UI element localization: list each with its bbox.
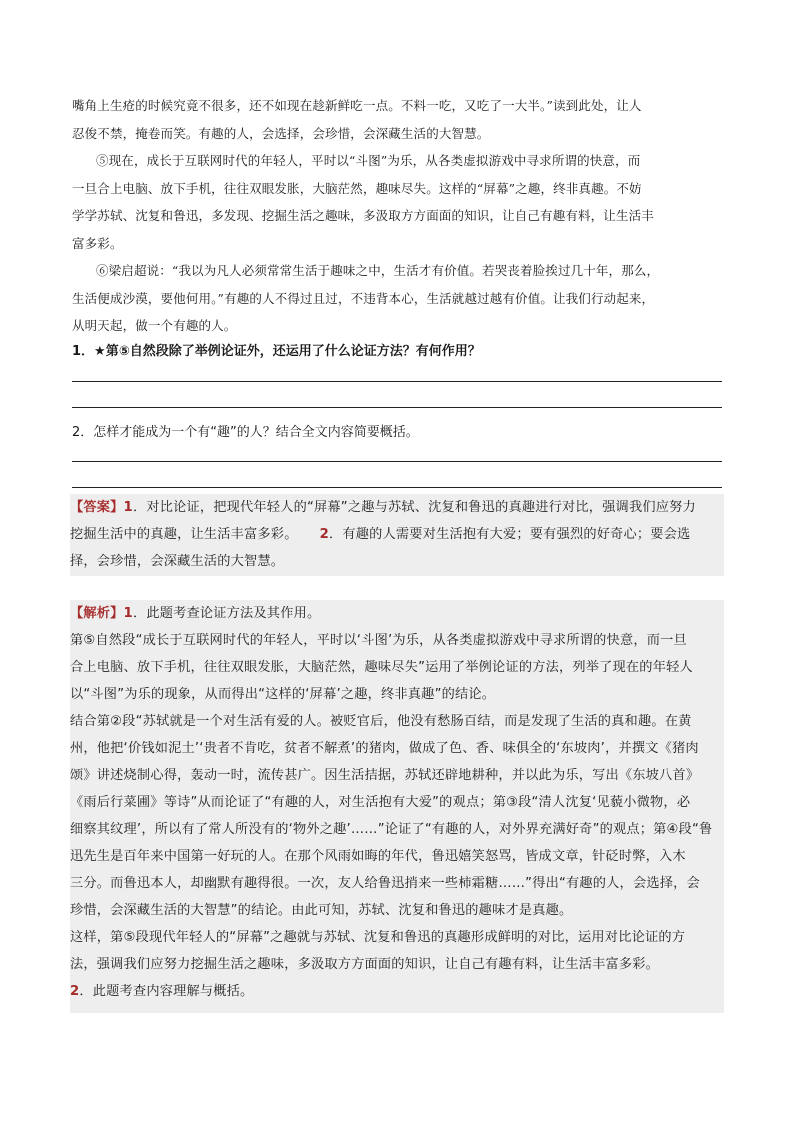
answer-block xyxy=(70,494,724,576)
answer-number: 2 xyxy=(319,527,329,542)
answer-line xyxy=(72,487,722,488)
passage-line: 一旦合上电脑、放下手机，往往双眼发胀，大脑茫然，趣味尽失。这样的“屏幕”之趣，终非真趣。不妨 xyxy=(72,180,642,196)
passage-line: 嘴角上生疮的时候究竟不很多，还不如现在趁新鲜吃一点。不料一吃，又吃了一大半。”读到此处，让人 xyxy=(72,98,642,113)
explanation-line: 法，强调我们应努力挖掘生活之趣味，多汲取方方面面的知识，让自己有趣有料，让生活丰富多彩。 xyxy=(70,957,660,972)
passage-line: ⑥梁启超说：“我以为凡人必须常常生活于趣味之中，生活才有价值。若哭丧着脸挨过几十年，那么， xyxy=(96,263,660,278)
explanation-line: 州，他把‘价钱如泥土’‘贵者不肯吃，贫者不解煮’的猪肉，做成了色、香、味俱全的‘东坡肉’，并撰文《猪肉 xyxy=(70,741,699,756)
answer-line xyxy=(72,407,722,408)
passage-text xyxy=(72,92,724,340)
explanation-line: 以“斗图”为乐的现象，从而得出“这样的‘屏幕’之趣，终非真趣”的结论。 xyxy=(70,687,496,702)
explanation-line: 三分。而鲁迅本人，却幽默有趣得很。一次，友人给鲁迅捎来一些柿霜糖……”得出“有趣的人，会选择，会 xyxy=(70,876,700,891)
question-1: 1．★第⑤自然段除了举例论证外，还运用了什么论证方法？有何作用？ xyxy=(72,344,481,359)
answer-text: 择，会珍惜，会深藏生活的大智慧。 xyxy=(70,554,285,569)
answer-text: ．对比论证，把现代年轻人的“屏幕”之趣与苏轼、沈复和鲁迅的真趣进行对比，强调我们应努力 xyxy=(132,500,696,515)
passage-line: 从明天起，做一个有趣的人。 xyxy=(72,318,237,333)
explanation-text: ．此题考查论证方法及其作用。 xyxy=(132,606,321,621)
explanation-line: 迅先生是百年来中国第一好玩的人。在那个风雨如晦的年代，鲁迅嬉笑怒骂，皆成文章，针砭时弊，入木 xyxy=(70,849,686,864)
answer-line xyxy=(72,381,722,382)
explanation-line: 《雨后行菜圃》等诗”从而论证了“有趣的人，对生活抱有大爱”的观点；第③段“清人沈复‘见藐小微物，必 xyxy=(70,795,691,810)
explanation-block xyxy=(70,600,724,1013)
answer-text: ．有趣的人需要对生活抱有大爱；要有强烈的好奇心；要会选 xyxy=(328,527,691,542)
answer-tag: 【答案】1 xyxy=(70,500,133,515)
explanation-line: 第⑤自然段“成长于互联网时代的年轻人，平时以‘斗图’为乐，从各类虚拟游戏中寻求所谓的快意，而一旦 xyxy=(70,633,687,648)
passage-line: 学学苏轼、沈复和鲁迅，多发现、挖掘生活之趣味，多汲取方方面面的知识，让自己有趣有料，让生活丰 xyxy=(72,208,654,223)
explanation-line: 结合第②段“苏轼就是一个对生活有爱的人。被贬官后，他没有愁肠百结，而是发现了生活的真和趣。在黄 xyxy=(70,714,692,729)
passage-line: ⑤现在，成长于互联网时代的年轻人，平时以“斗图”为乐，从各类虚拟游戏中寻求所谓的快意，而 xyxy=(96,153,641,168)
explanation-line: 颂》讲述烧制心得，轰动一时，流传甚广。因生活拮据，苏轼还辟地耕种，并以此为乐，写出《东坡八首》 xyxy=(70,768,700,783)
explanation-line: 细察其纹理’，所以有了常人所没有的‘物外之趣’……”论证了“有趣的人，对外界充满好奇”的观点；第④段“鲁 xyxy=(70,822,713,837)
explanation-text: ．此题考查内容理解与概括。 xyxy=(79,984,254,999)
explanation-number: 2 xyxy=(70,984,80,999)
answer-text: 挖掘生活中的真趣，让生活丰富多彩。 xyxy=(70,527,298,542)
passage-line: 忍俊不禁，掩卷而笑。有趣的人，会选择，会珍惜，会深藏生活的大智慧。 xyxy=(72,125,490,141)
explanation-line: 珍惜，会深藏生活的大智慧”的结论。由此可知，苏轼、沈复和鲁迅的趣味才是真趣。 xyxy=(70,903,573,918)
explanation-tag: 【解析】1 xyxy=(70,606,133,621)
explanation-line: 这样，第⑤段现代年轻人的“屏幕”之趣就与苏轼、沈复和鲁迅的真趣形成鲜明的对比，运用对比论证的方 xyxy=(70,930,686,945)
passage-line: 富多彩。 xyxy=(72,235,123,251)
question-2: 2．怎样才能成为一个有“趣”的人？结合全文内容简要概括。 xyxy=(72,425,419,440)
passage-line: 生活便成沙漠，要他何用。”有趣的人不得过且过，不违背本心，生活就越过越有价值。让我们行动起来， xyxy=(72,290,655,306)
answer-line xyxy=(72,461,722,462)
explanation-line: 合上电脑、放下手机，往往双眼发胀，大脑茫然，趣味尽失”运用了举例论证的方法，列举了现在的年轻人 xyxy=(70,660,693,675)
